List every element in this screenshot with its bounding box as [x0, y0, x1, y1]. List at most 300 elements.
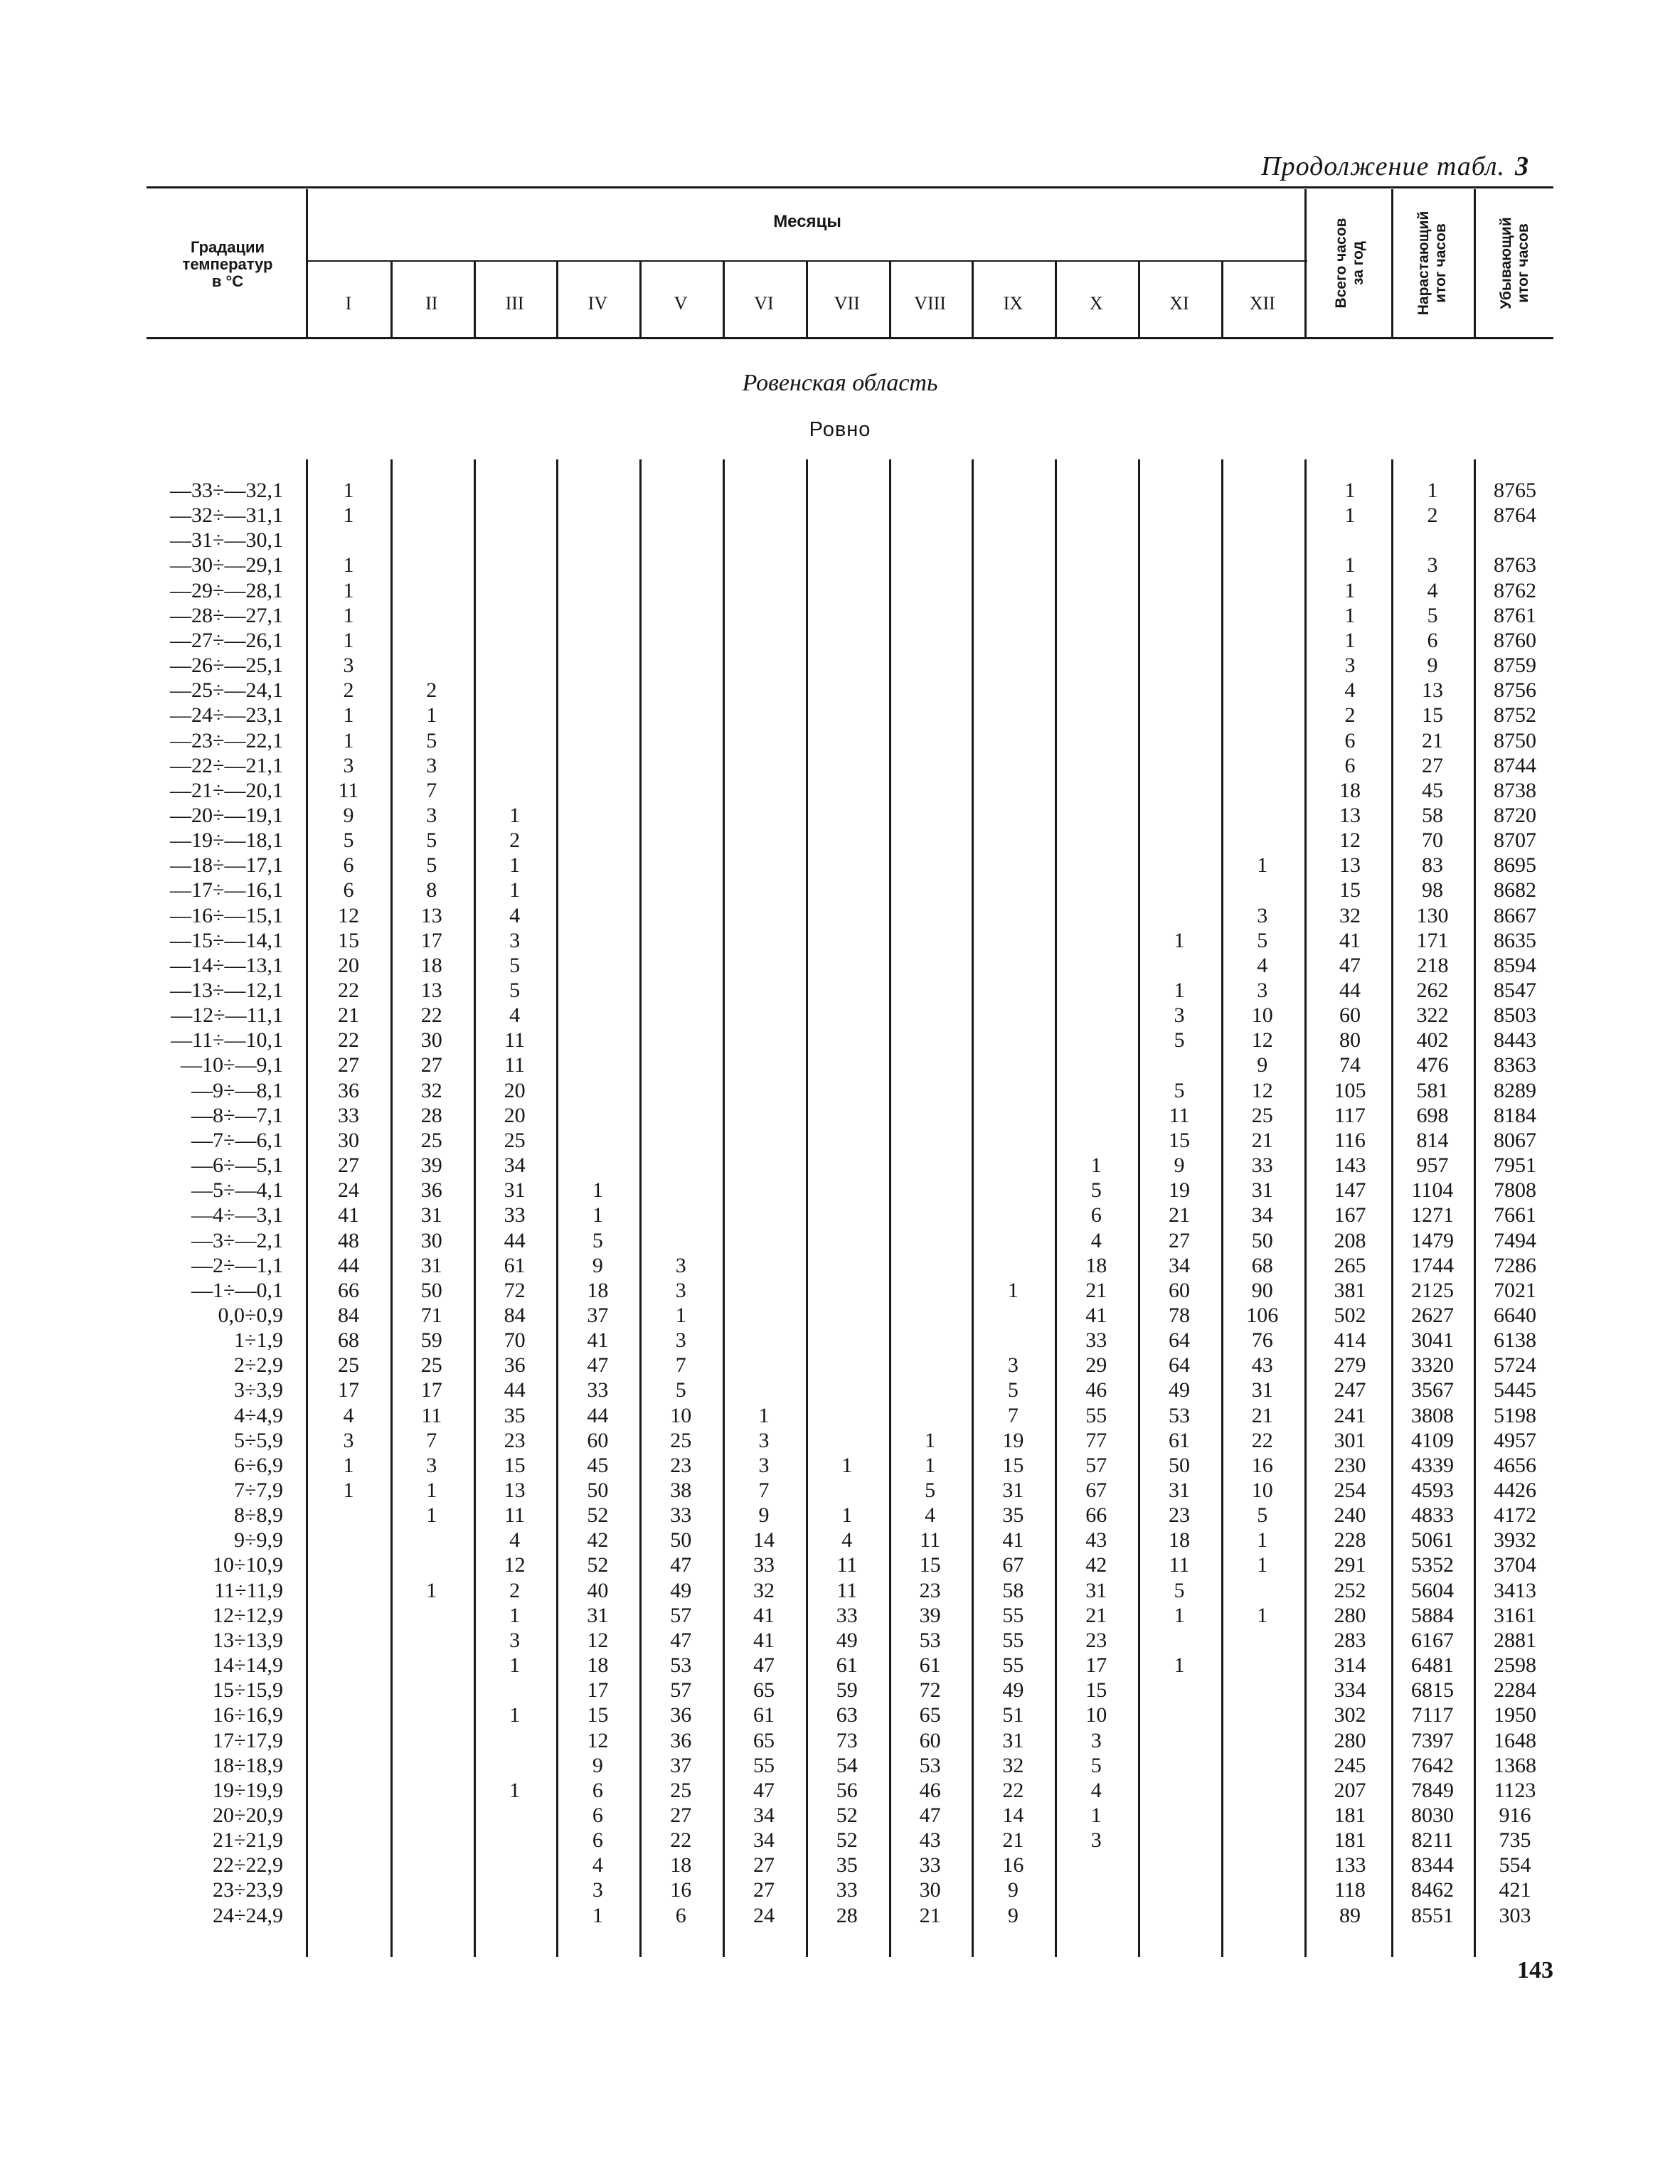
- decreasing-cell: 8695: [1494, 853, 1536, 878]
- month-10-cell: 55: [1085, 1403, 1107, 1427]
- month-4-cell: 52: [587, 1553, 609, 1577]
- month-11-cell: 27: [1169, 1228, 1190, 1252]
- decreasing-cell: 7808: [1494, 1178, 1536, 1203]
- month-12-cell: [1221, 1778, 1304, 1803]
- total-year-cell: 245: [1334, 1753, 1366, 1777]
- month-1-cell: 3: [343, 1428, 354, 1452]
- table-row: [0, 1478, 1680, 1503]
- month-header-12: XII: [1249, 293, 1275, 314]
- month-8-cell: [889, 828, 972, 853]
- month-2-cell: 28: [420, 1103, 442, 1127]
- month-12-cell: 76: [1251, 1328, 1273, 1353]
- decreasing-cell: 8763: [1494, 553, 1536, 577]
- month-12-cell: [1221, 653, 1304, 678]
- gradation-cell: —11÷—10,1: [171, 1028, 283, 1053]
- month-5-cell: [639, 578, 722, 603]
- month-1-cell: [307, 1653, 390, 1678]
- month-2-cell: [390, 553, 473, 577]
- month-10-cell: 67: [1085, 1479, 1107, 1502]
- month-11-cell: 1: [1174, 979, 1185, 1002]
- decreasing-cell: 8363: [1494, 1053, 1536, 1077]
- month-2-cell: [390, 503, 473, 528]
- gradation-cell: 13÷13,9: [213, 1628, 283, 1652]
- cumulative-cell: 2125: [1411, 1278, 1454, 1302]
- month-4-cell: [556, 778, 639, 803]
- month-8-cell: [889, 628, 972, 653]
- month-9-cell: [972, 1103, 1054, 1128]
- month-5-cell: 33: [670, 1503, 692, 1528]
- total-year-cell: 283: [1334, 1628, 1366, 1652]
- cumulative-cell: 3041: [1411, 1328, 1454, 1353]
- month-2-cell: [390, 1603, 473, 1628]
- month-2-cell: 5: [426, 728, 437, 752]
- decreasing-cell: 6640: [1494, 1303, 1536, 1327]
- month-8-cell: 46: [919, 1778, 941, 1802]
- month-7-cell: [806, 853, 888, 878]
- cumulative-cell: 7849: [1411, 1778, 1454, 1802]
- month-10-cell: [1055, 1903, 1137, 1928]
- month-4-cell: 9: [592, 1753, 603, 1777]
- gradation-cell: —8÷—7,1: [191, 1103, 283, 1127]
- month-7-cell: 35: [836, 1853, 858, 1877]
- cumulative-cell: 6167: [1411, 1628, 1454, 1652]
- month-9-cell: 55: [1002, 1628, 1024, 1652]
- month-2-cell: 11: [421, 1403, 442, 1427]
- month-11-cell: 53: [1169, 1403, 1190, 1427]
- month-5-cell: [639, 728, 722, 753]
- month-8-cell: [889, 778, 972, 803]
- month-7-cell: 59: [836, 1678, 858, 1703]
- month-11-cell: [1138, 828, 1221, 853]
- month-7-cell: [806, 1228, 888, 1253]
- month-header-10: X: [1089, 293, 1103, 314]
- table-row: [0, 1653, 1680, 1678]
- month-3-cell: 31: [504, 1178, 526, 1203]
- month-3-cell: 15: [504, 1453, 526, 1477]
- month-12-cell: 4: [1257, 953, 1268, 977]
- cumulative-cell: 58: [1422, 803, 1443, 827]
- decreasing-cell: 916: [1499, 1803, 1531, 1827]
- month-4-cell: [556, 978, 639, 1003]
- month-5-cell: 49: [670, 1578, 692, 1602]
- cumulative-cell: 5352: [1411, 1553, 1454, 1577]
- decreasing-cell: 8760: [1494, 628, 1536, 652]
- month-6-cell: 32: [753, 1578, 775, 1602]
- gradation-cell: —4÷—3,1: [191, 1203, 283, 1227]
- month-3-cell: 11: [504, 1053, 526, 1077]
- month-9-cell: [972, 1128, 1054, 1153]
- month-12-cell: 16: [1251, 1453, 1273, 1477]
- month-11-cell: 1: [1174, 1603, 1185, 1627]
- caption-text: Продолжение табл.: [1261, 151, 1505, 181]
- month-11-cell: 3: [1174, 1003, 1185, 1028]
- month-4-cell: 37: [587, 1303, 609, 1327]
- month-1-cell: 3: [343, 654, 354, 678]
- month-10-cell: 42: [1085, 1553, 1107, 1577]
- total-year-cell: 279: [1334, 1353, 1366, 1378]
- cumulative-cell: 4339: [1411, 1453, 1454, 1477]
- total-year-cell: 1: [1344, 578, 1356, 602]
- month-8-cell: 72: [919, 1678, 941, 1703]
- month-7-cell: 1: [841, 1453, 853, 1477]
- month-2-cell: 1: [426, 1479, 437, 1502]
- decreasing-cell: 8682: [1494, 878, 1536, 902]
- table-row: [0, 1778, 1680, 1803]
- month-9-cell: 58: [1002, 1578, 1024, 1602]
- month-6-cell: 34: [753, 1828, 775, 1853]
- month-10-cell: 1: [1090, 1803, 1102, 1827]
- gradation-cell: —10÷—9,1: [181, 1053, 283, 1077]
- month-10-cell: [1055, 778, 1137, 803]
- month-1-cell: [307, 1578, 390, 1603]
- caption-table-number: 3: [1515, 151, 1529, 181]
- month-8-cell: [889, 753, 972, 778]
- decreasing-header-text: Убывающий итог часов: [1498, 217, 1531, 309]
- month-12-cell: 9: [1257, 1053, 1268, 1077]
- month-7-cell: 56: [836, 1778, 858, 1802]
- month-2-cell: 25: [420, 1353, 442, 1378]
- gradation-cell: —18÷—17,1: [170, 853, 283, 878]
- month-7-cell: 33: [836, 1603, 858, 1627]
- decreasing-cell: 1123: [1494, 1778, 1536, 1802]
- month-2-cell: [390, 1552, 473, 1577]
- month-12-cell: 31: [1251, 1378, 1273, 1402]
- month-9-cell: [972, 1253, 1054, 1278]
- month-10-cell: 33: [1085, 1328, 1107, 1353]
- month-6-cell: [723, 478, 805, 503]
- month-9-cell: 32: [1002, 1753, 1024, 1777]
- month-9-cell: [972, 1003, 1054, 1028]
- gradation-cell: —2÷—1,1: [191, 1253, 283, 1277]
- month-12-cell: 1: [1257, 1553, 1268, 1577]
- total-year-cell: 117: [1334, 1103, 1366, 1127]
- month-4-cell: 5: [592, 1228, 603, 1252]
- month-7-cell: [806, 1078, 888, 1103]
- gradation-cell: —20÷—19,1: [170, 803, 283, 827]
- total-year-cell: 247: [1334, 1378, 1366, 1402]
- month-4-cell: 12: [587, 1728, 609, 1752]
- month-5-cell: 18: [670, 1853, 692, 1877]
- cumulative-cell: 8462: [1411, 1878, 1454, 1902]
- month-10-cell: 31: [1085, 1578, 1107, 1602]
- month-4-cell: [556, 603, 639, 628]
- decreasing-cell: 8289: [1494, 1078, 1536, 1102]
- month-4-cell: 42: [587, 1528, 609, 1552]
- month-6-cell: 41: [753, 1603, 775, 1627]
- month-10-cell: [1055, 653, 1137, 678]
- total-year-cell: 116: [1334, 1128, 1366, 1152]
- decreasing-cell: 7494: [1494, 1228, 1536, 1252]
- month-7-cell: [806, 703, 888, 728]
- month-4-cell: 40: [587, 1578, 609, 1602]
- total-year-cell: 167: [1334, 1203, 1366, 1227]
- cumulative-cell: 4: [1427, 578, 1438, 602]
- month-8-cell: [889, 1303, 972, 1328]
- cumulative-cell: 3320: [1411, 1353, 1454, 1378]
- table-row: [0, 578, 1680, 603]
- cumulative-cell: 8211: [1411, 1828, 1454, 1853]
- month-9-cell: 51: [1002, 1703, 1024, 1727]
- month-5-cell: 22: [670, 1828, 692, 1853]
- month-7-cell: [806, 1253, 888, 1278]
- month-12-cell: [1221, 1728, 1304, 1753]
- month-11-cell: 19: [1169, 1178, 1190, 1203]
- month-2-cell: [390, 1803, 473, 1828]
- gradation-cell: —15÷—14,1: [170, 928, 283, 952]
- month-12-cell: [1221, 1678, 1304, 1703]
- month-10-cell: [1055, 1103, 1137, 1128]
- month-1-cell: 27: [338, 1154, 359, 1178]
- total-year-cell: 241: [1334, 1403, 1366, 1427]
- month-7-cell: [806, 1153, 888, 1178]
- month-4-cell: 6: [592, 1778, 603, 1802]
- month-1-cell: [307, 1603, 390, 1628]
- month-1-cell: 1: [343, 504, 354, 528]
- gradation-cell: 14÷14,9: [213, 1653, 283, 1678]
- month-7-cell: [806, 1003, 888, 1028]
- decreasing-cell: 3413: [1494, 1578, 1536, 1602]
- month-10-cell: 77: [1085, 1428, 1107, 1452]
- month-2-cell: 5: [426, 853, 437, 878]
- month-10-cell: [1055, 853, 1137, 878]
- month-12-cell: [1221, 528, 1304, 553]
- month-12-cell: 31: [1251, 1178, 1273, 1203]
- decreasing-cell: 8756: [1494, 678, 1536, 703]
- page-number: 143: [1517, 1957, 1553, 1983]
- gradation-cell: 15÷15,9: [213, 1678, 283, 1703]
- month-3-cell: 4: [509, 1003, 521, 1028]
- decreasing-cell: 8759: [1494, 654, 1536, 678]
- total-year-cell: 13: [1339, 803, 1361, 827]
- month-9-cell: 19: [1002, 1428, 1024, 1452]
- month-4-cell: [556, 753, 639, 778]
- month-5-cell: 50: [670, 1528, 692, 1552]
- cumulative-header-text: Нарастающий итог часов: [1415, 211, 1449, 316]
- month-10-cell: [1055, 603, 1137, 628]
- month-2-cell: [390, 603, 473, 628]
- month-3-cell: 2: [509, 1578, 521, 1602]
- table-row: [0, 1703, 1680, 1727]
- decreasing-cell: 7286: [1494, 1253, 1536, 1277]
- month-11-cell: 9: [1174, 1154, 1185, 1178]
- month-7-cell: 61: [836, 1653, 858, 1678]
- gradation-cell: —6÷—5,1: [191, 1154, 283, 1178]
- month-5-cell: 53: [670, 1653, 692, 1678]
- table-row: [0, 653, 1680, 678]
- month-1-cell: 1: [343, 1479, 354, 1502]
- month-1-cell: [307, 1628, 390, 1653]
- gradation-cell: 10÷10,9: [213, 1553, 283, 1577]
- total-year-header-text: Всего часов за год: [1333, 218, 1366, 309]
- month-3-cell: 2: [509, 829, 521, 853]
- month-4-cell: 50: [587, 1479, 609, 1502]
- decreasing-cell: [1474, 528, 1556, 553]
- total-year-cell: 18: [1339, 778, 1361, 802]
- month-11-cell: [1138, 1628, 1221, 1653]
- month-6-cell: [723, 1053, 805, 1077]
- month-7-cell: [806, 628, 888, 653]
- month-3-cell: 4: [509, 903, 521, 927]
- month-7-cell: [806, 803, 888, 828]
- month-8-cell: 53: [919, 1753, 941, 1777]
- month-3-cell: 44: [504, 1378, 526, 1402]
- month-7-cell: [806, 1203, 888, 1227]
- decreasing-cell: 4426: [1494, 1479, 1536, 1502]
- gradation-cell: 3÷3,9: [234, 1378, 283, 1402]
- month-5-cell: [639, 653, 722, 678]
- month-1-cell: [307, 1678, 390, 1703]
- month-12-cell: [1221, 878, 1304, 902]
- gradation-cell: 20÷20,9: [213, 1803, 283, 1827]
- month-9-cell: 22: [1002, 1778, 1024, 1802]
- month-7-cell: [806, 1103, 888, 1128]
- month-11-cell: [1138, 528, 1221, 553]
- month-12-cell: [1221, 778, 1304, 803]
- month-5-cell: 3: [675, 1328, 686, 1353]
- month-8-cell: [889, 1253, 972, 1278]
- month-4-cell: 60: [587, 1428, 609, 1452]
- month-12-cell: [1221, 1578, 1304, 1603]
- month-12-cell: [1221, 1628, 1304, 1653]
- gradation-cell: —24÷—23,1: [170, 703, 283, 728]
- month-2-cell: [390, 1778, 473, 1803]
- table-row: [0, 1228, 1680, 1253]
- month-9-cell: 67: [1002, 1553, 1024, 1577]
- month-8-cell: [889, 978, 972, 1003]
- gradation-cell: —32÷—31,1: [170, 504, 283, 528]
- cumulative-cell: 6: [1427, 628, 1438, 652]
- total-year-cell: 207: [1334, 1778, 1366, 1802]
- month-12-cell: [1221, 1828, 1304, 1853]
- month-6-cell: [723, 728, 805, 753]
- table-row: [0, 553, 1680, 577]
- total-year-cell: 4: [1344, 678, 1356, 703]
- month-10-cell: [1055, 578, 1137, 603]
- month-7-cell: 54: [836, 1753, 858, 1777]
- cumulative-cell: 21: [1422, 728, 1443, 752]
- table-row: [0, 1178, 1680, 1203]
- month-12-cell: 1: [1257, 1528, 1268, 1552]
- month-5-cell: [639, 803, 722, 828]
- month-1-cell: 1: [343, 1453, 354, 1477]
- gradation-cell: 0,0÷0,9: [218, 1303, 283, 1327]
- cumulative-cell: 698: [1416, 1103, 1449, 1127]
- month-4-cell: [556, 653, 639, 678]
- month-5-cell: 1: [675, 1303, 686, 1327]
- table-row: [0, 628, 1680, 653]
- month-7-cell: 33: [836, 1878, 858, 1902]
- month-6-cell: 3: [758, 1453, 770, 1477]
- total-year-cell: 1: [1344, 553, 1356, 577]
- month-10-cell: 6: [1090, 1203, 1102, 1227]
- month-4-cell: [556, 503, 639, 528]
- table-row: [0, 1503, 1680, 1528]
- month-8-cell: [889, 728, 972, 753]
- month-5-cell: [639, 903, 722, 928]
- gradations-header: Градации температур в °С: [182, 238, 273, 290]
- gradation-cell: 19÷19,9: [213, 1778, 283, 1802]
- table-row: [0, 1528, 1680, 1552]
- table-row: [0, 953, 1680, 978]
- table-row: [0, 1303, 1680, 1328]
- month-6-cell: [723, 753, 805, 778]
- month-8-cell: 11: [920, 1528, 941, 1552]
- month-9-cell: [972, 1228, 1054, 1253]
- total-year-cell: 12: [1339, 829, 1361, 853]
- month-7-cell: [806, 1478, 888, 1503]
- month-4-cell: 45: [587, 1453, 609, 1477]
- month-4-cell: 15: [587, 1703, 609, 1727]
- cumulative-cell: 476: [1416, 1053, 1449, 1077]
- month-1-cell: [307, 1853, 390, 1877]
- total-year-cell: 143: [1334, 1154, 1366, 1178]
- month-6-cell: [723, 903, 805, 928]
- gradation-cell: —5÷—4,1: [191, 1178, 283, 1203]
- month-6-cell: 1: [758, 1403, 770, 1427]
- month-11-cell: [1138, 1828, 1221, 1853]
- month-6-cell: 65: [753, 1728, 775, 1752]
- month-6-cell: [723, 678, 805, 703]
- month-12-cell: 12: [1251, 1078, 1273, 1102]
- month-5-cell: 16: [670, 1878, 692, 1902]
- month-1-cell: 44: [338, 1253, 359, 1277]
- decreasing-cell: 8707: [1494, 829, 1536, 853]
- month-1-cell: 27: [338, 1053, 359, 1077]
- total-year-cell: 280: [1334, 1603, 1366, 1627]
- month-3-cell: 35: [504, 1403, 526, 1427]
- total-year-cell: 6: [1344, 753, 1356, 777]
- month-12-cell: 5: [1257, 1503, 1268, 1528]
- gradation-cell: —16÷—15,1: [170, 903, 283, 927]
- month-7-cell: [806, 1353, 888, 1378]
- month-12-cell: 21: [1251, 1403, 1273, 1427]
- month-5-cell: 57: [670, 1678, 692, 1703]
- decreasing-cell: 4957: [1494, 1428, 1536, 1452]
- month-5-cell: 36: [670, 1728, 692, 1752]
- month-11-cell: 60: [1169, 1278, 1190, 1302]
- table-row: [0, 1053, 1680, 1077]
- month-7-cell: [806, 1378, 888, 1402]
- month-4-cell: 1: [592, 1903, 603, 1927]
- gradation-cell: 6÷6,9: [234, 1453, 283, 1477]
- month-2-cell: [390, 653, 473, 678]
- month-2-cell: 8: [426, 878, 437, 902]
- month-4-cell: 41: [587, 1328, 609, 1353]
- month-11-cell: 5: [1174, 1078, 1185, 1102]
- gradation-cell: 1÷1,9: [234, 1328, 283, 1353]
- table-row: [0, 703, 1680, 728]
- total-year-cell: 6: [1344, 728, 1356, 752]
- month-8-cell: 21: [919, 1903, 941, 1927]
- month-8-cell: [889, 1403, 972, 1428]
- month-8-cell: 5: [925, 1479, 936, 1502]
- month-10-cell: 41: [1085, 1303, 1107, 1327]
- month-6-cell: [723, 828, 805, 853]
- gradation-cell: —30÷—29,1: [170, 553, 283, 577]
- month-3-cell: 20: [504, 1078, 526, 1102]
- month-12-cell: 12: [1251, 1028, 1273, 1053]
- month-9-cell: 55: [1002, 1653, 1024, 1678]
- month-12-cell: 33: [1251, 1154, 1273, 1178]
- month-5-cell: 27: [670, 1803, 692, 1827]
- table-row: [0, 978, 1680, 1003]
- month-12-cell: 68: [1251, 1253, 1273, 1277]
- month-3-cell: [474, 1678, 556, 1703]
- cumulative-cell: 130: [1416, 903, 1449, 927]
- month-12-cell: 22: [1251, 1428, 1273, 1452]
- month-12-cell: [1221, 1903, 1304, 1928]
- month-6-cell: [723, 1303, 805, 1328]
